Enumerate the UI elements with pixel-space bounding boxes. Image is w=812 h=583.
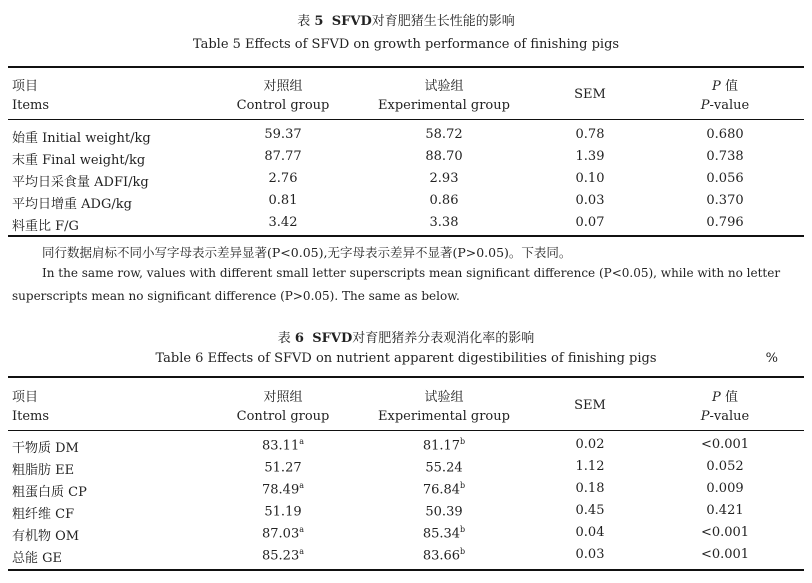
row-control: 51.19 bbox=[264, 504, 302, 520]
table5-header-p-cn: P 值 bbox=[712, 79, 738, 94]
row-p: 0.056 bbox=[706, 171, 744, 186]
table6-header-exp-cn: 试验组 bbox=[424, 390, 464, 405]
row-control: 51.27 bbox=[264, 460, 302, 476]
row-item: 总能 GE bbox=[12, 551, 63, 566]
row-control: 3.42 bbox=[268, 215, 298, 230]
table5-header-item-cn: 项目 bbox=[12, 79, 39, 94]
row-item: 末重 Final weight/kg bbox=[12, 153, 146, 168]
row-exp: 88.70 bbox=[425, 149, 463, 164]
table6-header-item-cn: 项目 bbox=[12, 390, 39, 405]
table5-header-exp-cn: 试验组 bbox=[424, 79, 464, 94]
table6-header-sem: SEM bbox=[574, 398, 606, 413]
row-item: 有机物 OM bbox=[12, 529, 80, 544]
table5-header-rule bbox=[8, 119, 804, 120]
row-item: 平均日增重 ADG/kg bbox=[12, 197, 132, 212]
table5-title-cn: 表 5 SFVD对育肥猪生长性能的影响 bbox=[297, 14, 515, 29]
row-exp: 0.86 bbox=[429, 193, 459, 208]
row-p: 0.052 bbox=[706, 459, 744, 474]
row-sem: 0.04 bbox=[575, 525, 605, 540]
row-p: 0.738 bbox=[706, 149, 744, 164]
table5-note-en-2: superscripts mean no significant difference (P>0.05). The same as below. bbox=[12, 289, 460, 303]
row-control: 2.76 bbox=[268, 171, 298, 186]
row-control: 78.49$^a$ bbox=[262, 481, 304, 498]
table6-header-p-en: P-value bbox=[700, 409, 750, 424]
row-item: 粗蛋白质 CP bbox=[12, 485, 87, 500]
row-exp: 50.39 bbox=[425, 504, 463, 520]
row-p: <0.001 bbox=[700, 525, 750, 540]
row-p: <0.001 bbox=[700, 437, 750, 452]
table5-title-en: Table 5 Effects of SFVD on growth performance of finishing pigs bbox=[192, 37, 620, 52]
table5-header-control-en: Control group bbox=[236, 98, 330, 113]
row-item: 粗脂肪 EE bbox=[12, 463, 75, 478]
table6-title-cn: 表 6 SFVD对育肥猪养分表观消化率的影响 bbox=[277, 331, 535, 346]
table5-header-sem: SEM bbox=[574, 87, 606, 102]
row-item: 粗纤维 CF bbox=[12, 507, 75, 522]
row-sem: 0.18 bbox=[575, 481, 605, 496]
row-sem: 0.03 bbox=[575, 193, 605, 208]
table5-header-item-en: Items bbox=[12, 98, 50, 113]
row-p: 0.421 bbox=[706, 503, 744, 518]
row-sem: 0.02 bbox=[575, 437, 605, 452]
table6-header-rule bbox=[8, 430, 804, 431]
table6-bottom-rule bbox=[8, 569, 804, 571]
row-p: 0.680 bbox=[706, 127, 744, 142]
row-p: 0.796 bbox=[706, 215, 744, 230]
table6-header-p-cn: P 值 bbox=[712, 390, 738, 405]
row-item: 始重 Initial weight/kg bbox=[12, 131, 151, 146]
row-exp: 81.17$^b$ bbox=[422, 437, 466, 454]
row-sem: 0.78 bbox=[575, 127, 605, 142]
row-p: 0.009 bbox=[706, 481, 744, 496]
row-exp: 55.24 bbox=[425, 460, 463, 476]
row-item: 干物质 DM bbox=[12, 441, 79, 456]
table5-header-p-en: P-value bbox=[700, 98, 750, 113]
row-sem: 0.10 bbox=[575, 171, 605, 186]
table6-header-item-en: Items bbox=[12, 409, 50, 424]
table5-header-exp-en: Experimental group bbox=[378, 98, 510, 113]
row-exp: 2.93 bbox=[429, 171, 459, 186]
row-control: 85.23$^a$ bbox=[262, 547, 304, 564]
table6-header-exp-en: Experimental group bbox=[378, 409, 510, 424]
table6-header-control-en: Control group bbox=[236, 409, 330, 424]
row-control: 59.37 bbox=[264, 127, 302, 142]
row-control: 87.77 bbox=[264, 149, 302, 164]
table6-title-en: Table 6 Effects of SFVD on nutrient apparent digestibilities of finishing pigs bbox=[155, 351, 657, 366]
table6-top-rule bbox=[8, 376, 804, 378]
row-control: 87.03$^a$ bbox=[262, 525, 304, 542]
row-control: 0.81 bbox=[268, 193, 298, 208]
table5-note-cn: 同行数据肩标不同小写字母表示差异显著(P<0.05),无字母表示差异不显著(P>0.05)。下表同。 bbox=[42, 245, 572, 260]
row-exp: 76.84$^b$ bbox=[422, 481, 466, 498]
row-sem: 0.03 bbox=[575, 547, 605, 562]
table5-note-en-1: In the same row, values with different small letter superscripts mean significant difference (P<0.05), while with no letter bbox=[42, 266, 781, 280]
row-sem: 0.07 bbox=[575, 215, 605, 230]
row-sem: 1.39 bbox=[575, 149, 605, 164]
table6-unit: % bbox=[765, 351, 778, 366]
row-sem: 0.45 bbox=[575, 503, 605, 518]
row-exp: 58.72 bbox=[425, 127, 463, 142]
table5-top-rule bbox=[8, 66, 804, 68]
table6-header-control-cn: 对照组 bbox=[263, 390, 303, 405]
row-p: 0.370 bbox=[706, 193, 744, 208]
row-exp: 3.38 bbox=[429, 215, 459, 230]
row-item: 料重比 F/G bbox=[12, 219, 79, 234]
table5-bottom-rule bbox=[8, 235, 804, 237]
row-exp: 83.66$^b$ bbox=[422, 547, 466, 564]
row-sem: 1.12 bbox=[575, 459, 605, 474]
row-exp: 85.34$^b$ bbox=[422, 525, 466, 542]
row-item: 平均日采食量 ADFI/kg bbox=[12, 175, 149, 190]
table5-header-control-cn: 对照组 bbox=[263, 79, 303, 94]
row-p: <0.001 bbox=[700, 547, 750, 562]
row-control: 83.11$^a$ bbox=[262, 437, 304, 454]
